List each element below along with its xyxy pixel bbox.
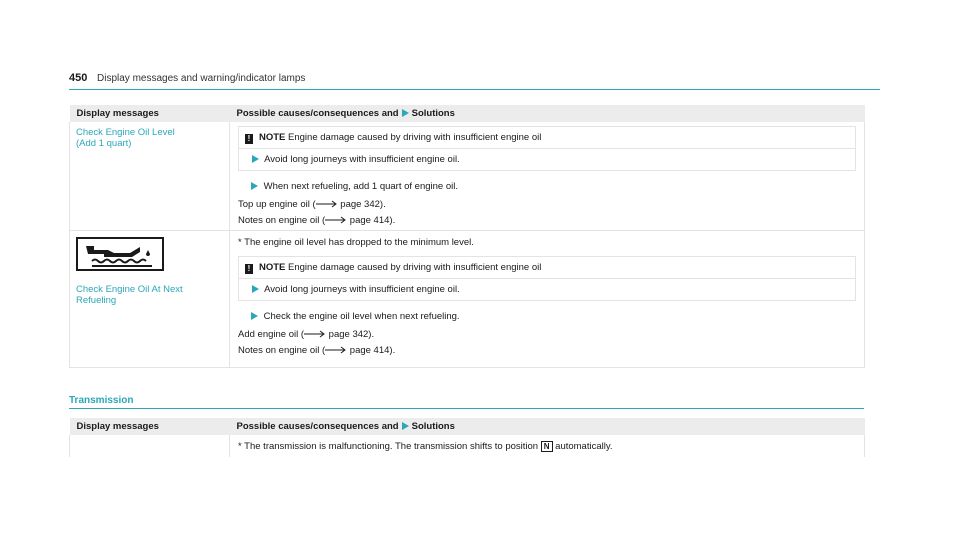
note-step-text: Avoid long journeys with insufficient engine oil. [264, 154, 460, 165]
transmission-messages-table [69, 418, 865, 457]
page-header [69, 70, 880, 90]
page-reference [238, 329, 856, 341]
table-row [70, 435, 865, 457]
causes-cell [230, 122, 865, 230]
page-title: Display messages and warning/indicator lamps [97, 73, 306, 84]
note-step [239, 279, 855, 300]
display-message-line2: Refueling [76, 294, 117, 306]
table-row [70, 122, 865, 230]
arrow-icon [251, 182, 258, 190]
arrow-icon [251, 312, 258, 320]
page-reference-arrow-icon [304, 330, 326, 338]
solutions-label: Solutions [411, 421, 455, 432]
display-messages-table [69, 105, 865, 368]
column-header-causes [230, 418, 865, 435]
note-label: NOTE [259, 261, 286, 273]
column-header-causes [230, 105, 865, 122]
page-reference-arrow-icon [325, 346, 347, 354]
page-reference [238, 345, 856, 357]
column-header-display: Display messages [70, 418, 230, 435]
display-message-line1: Check Engine Oil At Next [76, 283, 183, 295]
arrow-icon [402, 422, 409, 430]
section-title: Transmission [69, 395, 864, 409]
note-heading [239, 257, 855, 279]
table-row [70, 230, 865, 367]
causes-label: Possible causes/consequences and [236, 108, 399, 119]
reference-page-link[interactable]: page 414). [349, 215, 396, 226]
note-text: Engine damage caused by driving with insufficient engine oil [288, 132, 542, 143]
note-box [238, 256, 856, 301]
note-step [239, 149, 855, 170]
warning-icon: ! [245, 134, 253, 144]
gear-n-icon: N [541, 441, 553, 452]
reference-text: Notes on engine oil ( [238, 215, 326, 226]
reference-text: Top up engine oil ( [238, 199, 316, 210]
note-box [238, 126, 856, 171]
cause-text: * The engine oil level has dropped to the minimum level. [238, 236, 474, 248]
arrow-icon [252, 155, 259, 163]
instruction-step [248, 181, 856, 193]
display-message-cell [70, 435, 230, 457]
column-header-display: Display messages [70, 105, 230, 122]
reference-text: Add engine oil ( [238, 328, 305, 340]
warning-icon: ! [245, 264, 253, 274]
reference-page-link[interactable]: page 342). [328, 328, 375, 340]
engine-oil-level-icon [76, 237, 166, 271]
instruction-step-text: Check the engine oil level when next refueling. [263, 310, 460, 322]
note-step-text: Avoid long journeys with insufficient engine oil. [264, 283, 460, 295]
reference-page-link[interactable]: page 342). [340, 199, 386, 210]
page-reference [238, 215, 856, 227]
note-heading [239, 127, 855, 149]
causes-cell [230, 435, 865, 457]
note-text: Engine damage caused by driving with insufficient engine oil [288, 261, 542, 273]
causes-label: Possible causes/consequences and [236, 421, 399, 432]
display-message-cell [70, 122, 230, 230]
table-header-row [70, 105, 865, 122]
solutions-label: Solutions [411, 108, 455, 119]
instruction-step [248, 311, 856, 323]
display-message-line2: (Add 1 quart) [76, 138, 132, 149]
causes-cell [230, 230, 865, 367]
display-message-line1: Check Engine Oil Level [76, 127, 175, 138]
display-message-cell [70, 230, 230, 367]
page-reference-arrow-icon [316, 200, 338, 208]
arrow-icon [252, 285, 259, 293]
instruction-step-text: When next refueling, add 1 quart of engine oil. [263, 181, 458, 192]
cause-text-end: automatically. [555, 441, 613, 452]
table-header-row [70, 418, 865, 435]
page-number: 450 [69, 72, 88, 84]
page-reference-arrow-icon [325, 216, 347, 224]
arrow-icon [402, 109, 409, 117]
reference-page-link[interactable]: page 414). [349, 344, 396, 356]
note-label: NOTE [259, 132, 286, 143]
cause-text-start: * The transmission is malfunctioning. The transmission shifts to position [238, 441, 539, 452]
page-reference [238, 199, 856, 211]
cause-text [238, 441, 856, 453]
reference-text: Notes on engine oil ( [238, 344, 326, 356]
